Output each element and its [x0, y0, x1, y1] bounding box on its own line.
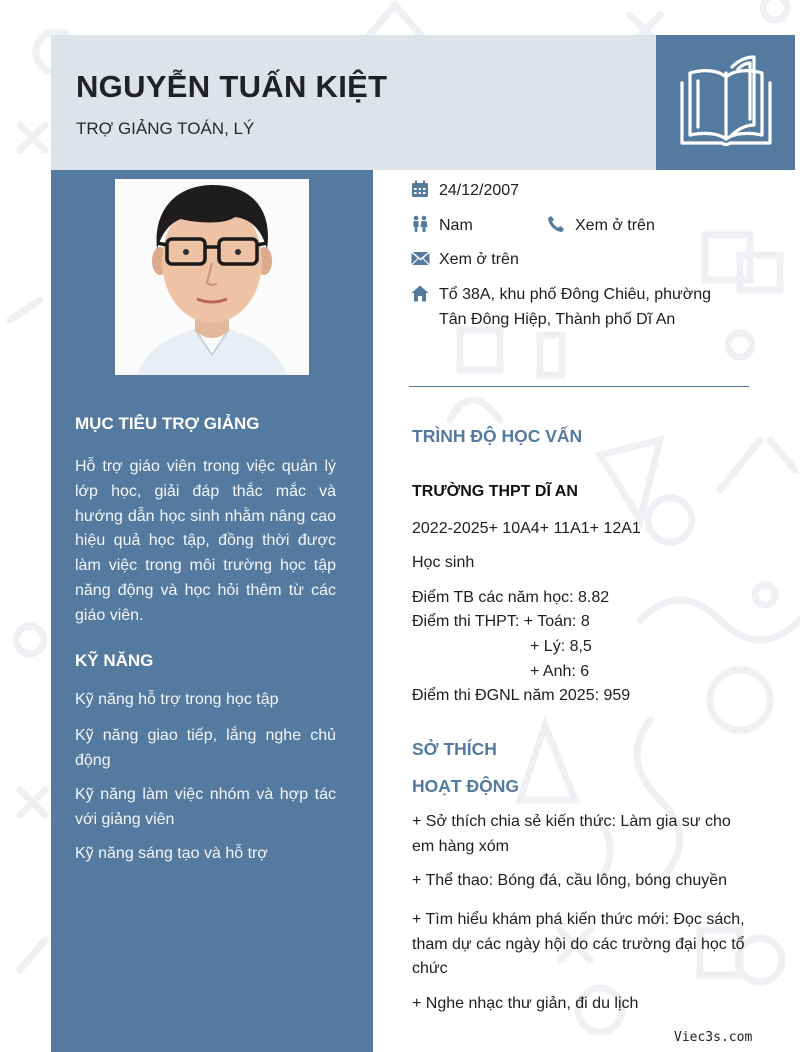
objective-heading: MỤC TIÊU TRỢ GIẢNG	[75, 414, 260, 433]
hobbies-heading: SỞ THÍCH	[412, 739, 497, 759]
school-name: TRƯỜNG THPT DĨ AN	[412, 483, 578, 500]
gpa-line: Điểm TB các năm học: 8.82	[412, 589, 610, 606]
hobby-item: + Sở thích chia sẻ kiến thức: Làm gia sư cho em hàng xóm	[412, 813, 731, 855]
exam-physics-line: + Lý: 8,5	[530, 638, 592, 655]
watermark-text: Viec3s.com	[674, 1030, 753, 1045]
skill-item: Kỹ năng hỗ trợ trong học tập	[75, 691, 279, 708]
email-row	[410, 248, 519, 273]
address-row	[410, 283, 720, 332]
calendar-icon	[410, 179, 430, 199]
education-heading: TRÌNH ĐỘ HỌC VẤN	[412, 426, 583, 446]
exam-english-line: + Anh: 6	[530, 663, 590, 680]
gender-value: Nam	[439, 217, 473, 234]
hobby-item: + Tìm hiểu khám phá kiến thức mới: Đọc sách, tham dự các ngày hội do các trường đại học tổ chức	[412, 911, 745, 977]
job-title: TRỢ GIẢNG TOÁN, LÝ	[76, 119, 255, 138]
gender-icon	[410, 214, 430, 234]
phone-icon	[546, 214, 566, 234]
birthdate-row	[410, 179, 519, 204]
study-role: Học sinh	[412, 554, 475, 571]
study-period: 2022-2025+ 10A4+ 11A1+ 12A1	[412, 520, 641, 537]
dgnl-line: Điểm thi ĐGNL năm 2025: 959	[412, 687, 631, 704]
home-icon	[410, 283, 430, 303]
candidate-name: NGUYỄN TUẤN KIỆT	[76, 69, 388, 104]
objective-text: Hỗ trợ giáo viên trong việc quản lý lớp học, giải đáp thắc mắc và hướng dẫn học sinh nhằm nâng cao hiệu quả học tập, đồng thời được làm việc trong môi trường học tập năng động và học hỏi thêm từ các giáo viên.	[75, 458, 336, 624]
phone-value: Xem ở trên	[575, 217, 655, 234]
email-value: Xem ở trên	[439, 251, 519, 268]
phone-row	[546, 214, 655, 239]
address-value: Tổ 38A, khu phố Đông Chiêu, phường Tân Đông Hiệp, Thành phố Dĩ An	[439, 286, 712, 328]
section-divider	[409, 386, 749, 387]
skill-item: Kỹ năng sáng tạo và hỗ trợ	[75, 845, 268, 862]
activities-heading: HOẠT ĐỘNG	[412, 776, 519, 796]
hobby-item: + Thể thao: Bóng đá, cầu lông, bóng chuyền	[412, 872, 728, 889]
gender-row	[410, 214, 473, 239]
skill-item: Kỹ năng làm việc nhóm và hợp tác với giảng viên	[75, 786, 336, 828]
email-icon	[410, 248, 430, 268]
skills-heading: KỸ NĂNG	[75, 651, 154, 670]
exam-math-line: Điểm thi THPT: + Toán: 8	[412, 613, 590, 630]
skill-item: Kỹ năng giao tiếp, lắng nghe chủ động	[75, 727, 336, 769]
birthdate-value: 24/12/2007	[439, 182, 520, 199]
hobby-item: + Nghe nhạc thư giản, đi du lịch	[412, 995, 639, 1012]
